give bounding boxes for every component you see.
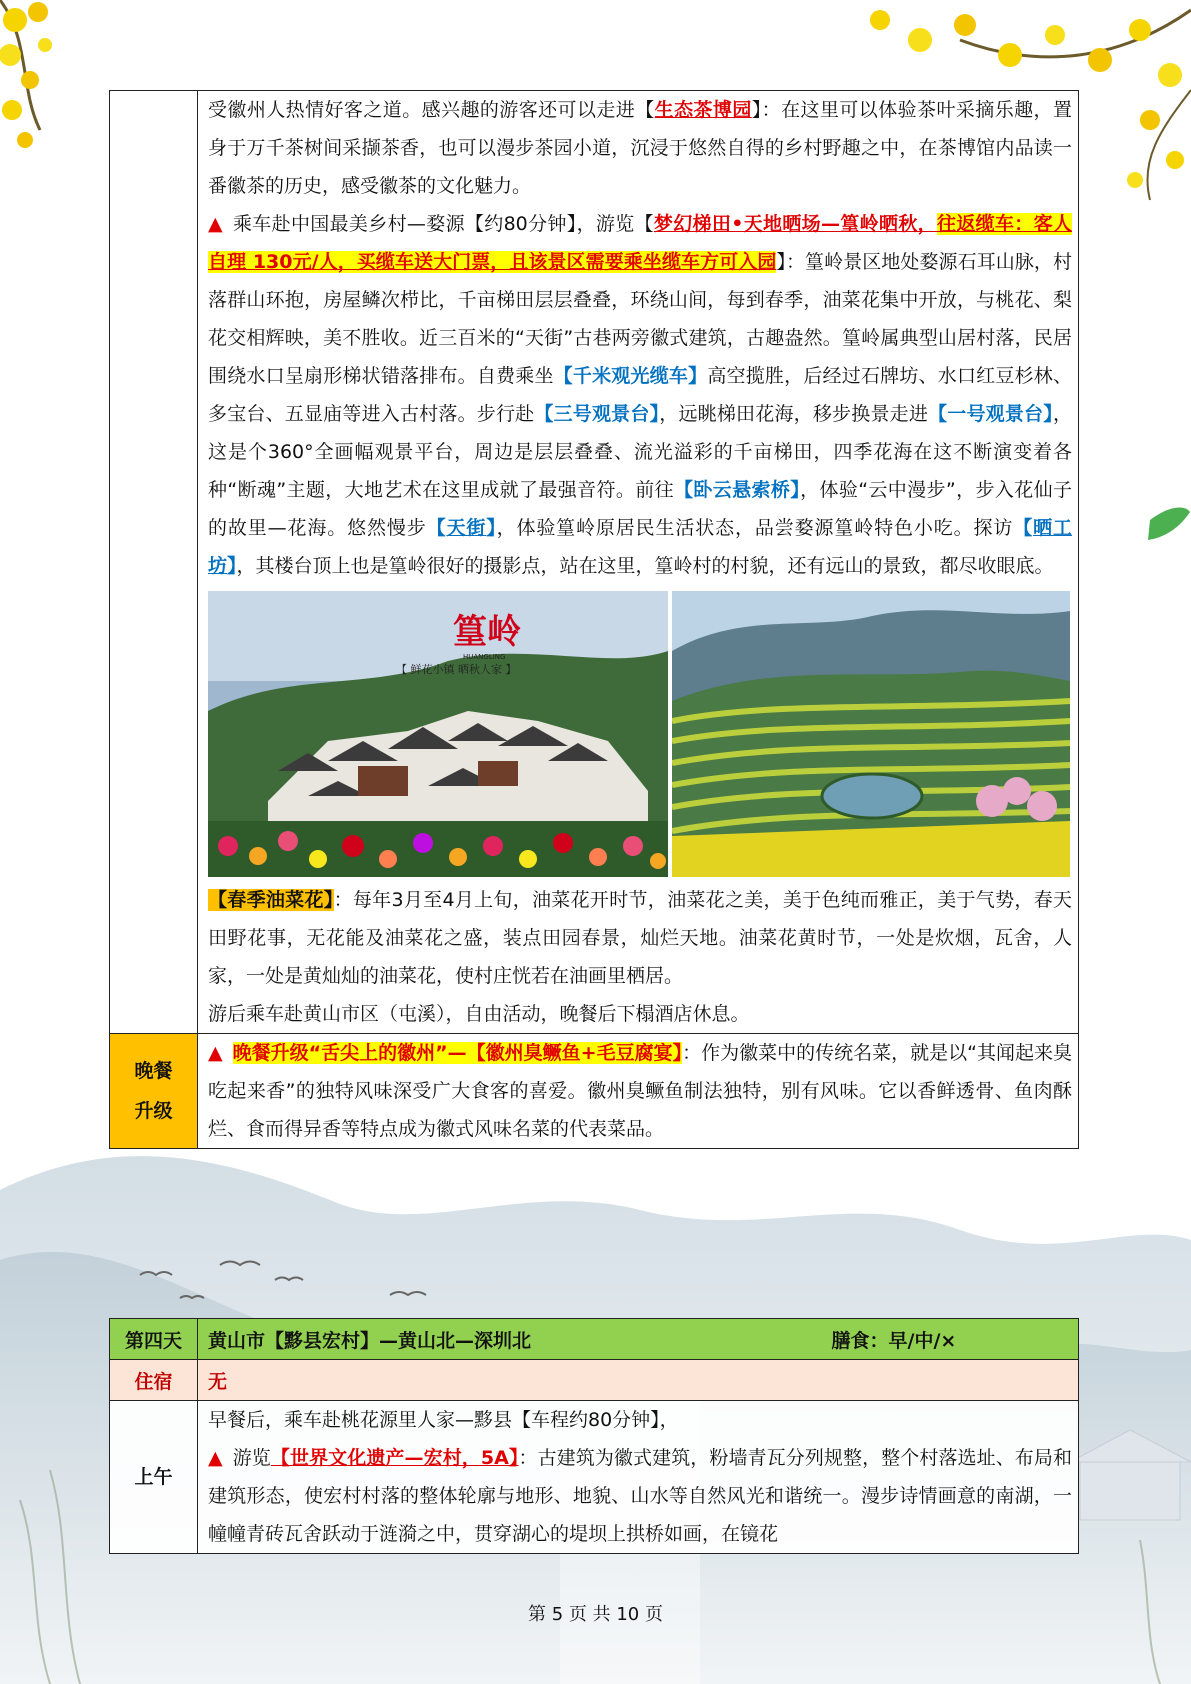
stay-value: 无 (198, 1360, 1079, 1401)
tianjie-attraction: 天街 (446, 517, 487, 539)
hongcun-attraction: 【世界文化遗产—宏村，5A】 (270, 1447, 519, 1469)
green-leaf (1148, 507, 1190, 540)
triangle-bullet-icon: ▲ (208, 1447, 223, 1469)
day3-details-cell (198, 91, 1079, 1034)
intro-rest-text: 】：在这里可以体验茶叶采摘乐趣，置身于万千茶树间采撷茶香，也可以漫步茶园小道，沉浸于悠然自得的乡村野趣之中，在茶博馆内品读一番徽茶的历史，感受徽茶的文化魅力。 (208, 99, 1072, 197)
deck3-attraction: 【三号观景台】 (534, 403, 660, 425)
wuyuan-text-h: ，其楼台顶上也是篁岭很好的摄影点，站在这里，篁岭村的村貌，还有远山的景致，都尽收眼底。 (236, 555, 1054, 577)
photo-subtitle: HUANGLING (463, 653, 506, 661)
triangle-bullet-icon: ▲ (208, 213, 223, 235)
bridge-attraction: 【卧云悬索桥】 (673, 479, 801, 501)
terraced-rapeseed-photo (672, 591, 1070, 877)
day4-label: 第四天 (110, 1319, 198, 1360)
wuyuan-text-d: ，远眺梯田花海，移步换景走进 (659, 403, 929, 425)
photo-title: 篁岭 (453, 612, 521, 652)
dinner-upgrade-text: ：作为徽菜中的传统名菜，就是以“其闻起来臭吃起来香”的独特风味深受广大食客的喜爱。徽州臭鳜鱼制法独特，别有风味。它以香鲜透骨、鱼肉酥烂、食而得异香等特点成为徽式风味名菜的代表菜品。 (208, 1042, 1072, 1140)
morning-text-1: 早餐后，乘车赴桃花源里人家—黟县【车程约80分钟】， (208, 1409, 679, 1431)
tour-text-a: 游览 (232, 1447, 271, 1469)
wuyuan-text-f: ，体验“云中漫步”，步入花仙子的故里—花海。悠然慢步 (208, 479, 1072, 539)
day3-details-row (110, 91, 1079, 1034)
dinner-upgrade-label (110, 1034, 198, 1149)
dinner-label-line2: 升级 (134, 1100, 173, 1122)
rapeseed-paragraph (208, 881, 1072, 995)
wuyuan-text-e: ，这是个360°全画幅观景平台，周边是层层叠叠、流光溢彩的千亩梯田，四季花海在这不断演变着各种“断魂”主题，大地艺术在这里成就了最强音符。前往 (208, 403, 1072, 501)
return-text: 游后乘车赴黄山市区（屯溪），自由活动，晚餐后下榻酒店休息。 (208, 1003, 750, 1025)
bracket-right: 】 (486, 517, 497, 539)
bracket-left: 【 (426, 517, 447, 539)
day4-header-row (110, 1319, 1079, 1360)
dinner-label-line1: 晚餐 (134, 1060, 173, 1082)
wuyuan-text-b: 】：篁岭景区地处婺源石耳山脉，村落群山环抱，房屋鳞次栉比，千亩梯田层层叠叠，环绕山间，每到春季，油菜花集中开放，与桃花、梨花交相辉映，美不胜收。近三百米的“天街”古巷两旁徽式建筑，古趣盎然。篁岭属典型山居村落，民居围绕水口呈扇形梯状错落排布。自费乘坐 (208, 251, 1072, 387)
photo-caption: 【 鲜花小镇 晒秋人家 】 (396, 663, 517, 676)
itinerary-table-day3-continued (109, 90, 1079, 1149)
day4-route: 黄山市【黟县宏村】—黄山北—深圳北 (208, 1329, 532, 1352)
rapeseed-title: 【春季油菜花】 (208, 889, 334, 911)
dinner-upgrade-cell (198, 1034, 1079, 1149)
workshop-attraction: 晒工坊 (208, 517, 1072, 577)
day4-stay-row (110, 1360, 1079, 1401)
wuyuan-paragraph (208, 205, 1072, 585)
photo-strip (208, 585, 1072, 881)
hongcun-paragraph (208, 1439, 1072, 1553)
morning-cell (198, 1401, 1079, 1554)
deck1-attraction: 【一号观景台】 (928, 403, 1053, 425)
intro-text: 受徽州人热情好客之道。感兴趣的游客还可以走进【 (208, 99, 655, 121)
tea-garden-paragraph (208, 91, 1072, 205)
bracket-right: 】 (227, 555, 237, 577)
huangling-village-photo (208, 591, 668, 877)
itinerary-table-day4 (109, 1318, 1079, 1554)
dinner-upgrade-title: 晚餐升级“舌尖上的徽州”—【徽州臭鳜鱼+毛豆腐宴】 (232, 1042, 683, 1064)
tea-garden-link: 生态茶博园 (654, 99, 752, 121)
morning-label: 上午 (110, 1401, 198, 1554)
bracket-left: 【 (1013, 517, 1034, 539)
left-label-cell (110, 91, 198, 1034)
triangle-bullet-icon: ▲ (208, 1042, 223, 1064)
dinner-upgrade-row (110, 1034, 1079, 1149)
yellow-flowers-top-left (0, 0, 52, 148)
huangling-attraction: 梦幻梯田•天地晒场—篁岭晒秋， (653, 213, 937, 235)
day4-morning-row (110, 1401, 1079, 1554)
wuyuan-text-c: 高空揽胜，后经过石牌坊、水口红豆杉林、多宝台、五显庙等进入古村落。步行赴 (208, 365, 1072, 425)
day4-meals: 膳食：早/中/× (831, 1329, 957, 1352)
rapeseed-text: ：每年3月至4月上旬，油菜花开时节，油菜花之美，美于色纯而雅正，美于气势，春天田野花事，无花能及油菜花之盛，装点田园春景，灿烂天地。油菜花黄时节，一处是炊烟，瓦舍，人家，一处是黄灿灿的油菜花，使村庄恍若在油画里栖居。 (208, 889, 1072, 987)
wuyuan-text-a: 乘车赴中国最美乡村—婺源【约80分钟】，游览【 (232, 213, 654, 235)
page-footer: 第 5 页 共 10 页 (528, 1604, 663, 1625)
cable-car-attraction: 【千米观光缆车】 (553, 365, 708, 387)
tour-text-b: ：古建筑为徽式建筑，粉墙青瓦分列规整，整个村落选址、布局和建筑形态，使宏村村落的整体轮廓与地形、地貌、山水等自然风光和谐统一。漫步诗情画意的南湖，一幢幢青砖瓦舍跃动于涟漪之中，贯穿湖心的堤坝上拱桥如画，在镜花 (208, 1447, 1072, 1545)
stay-label: 住宿 (110, 1360, 198, 1401)
wuyuan-text-g: ，体验篁岭原居民生活状态，品尝婺源篁岭特色小吃。探访 (496, 517, 1014, 539)
cable-car-notice: 往返缆车：客人自理 130元/人，买缆车送大门票，且该景区需要乘坐缆车方可入园 (208, 213, 1072, 273)
day4-header-cell (198, 1319, 1079, 1360)
